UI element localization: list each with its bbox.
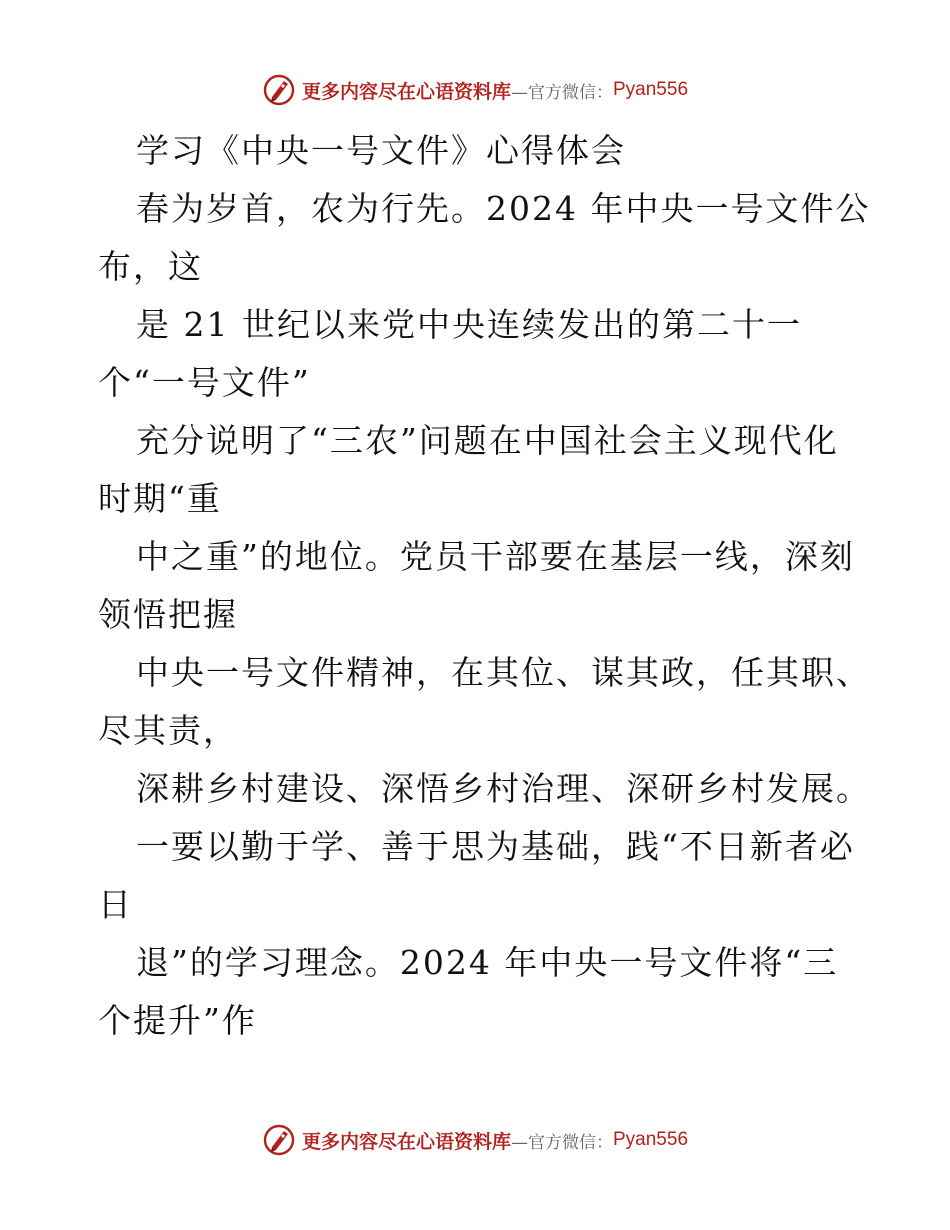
banner-main-text: 更多内容尽在心语资料库 [301,80,511,103]
pen-logo-icon [262,73,296,107]
banner-wechat-handle: Pyan556 [613,79,689,100]
banner-separator: —官方微信： [511,1132,613,1153]
text-line: 退”的学习理念。2024 年中央一号文件将“三 [136,943,839,982]
banner-separator: —官方微信： [511,82,613,103]
text-line: 深耕乡村建设、深悟乡村治理、深研乡村发展。 [136,769,871,808]
text-line: 个“一号文件” [98,363,311,402]
text-line: 春为岁首，农为行先。2024 年中央一号文件公 [136,189,871,228]
banner-wechat-handle: Pyan556 [613,1129,689,1150]
text-line: 中之重”的地位。党员干部要在基层一线，深刻 [136,537,855,576]
pen-logo-icon [262,1123,296,1157]
text-line: 个提升”作 [98,1001,257,1040]
text-line: 充分说明了“三农”问题在中国社会主义现代化 [136,421,839,460]
text-line: 一要以勤于学、善于思为基础，践“不日新者必 [136,827,855,866]
text-line: 是 21 世纪以来党中央连续发出的第二十一 [136,305,802,344]
banner-text [302,1127,688,1154]
text-line: 中央一号文件精神，在其位、谋其政，任其职、 [136,653,871,692]
document-body [98,122,871,1050]
text-line: 日 [98,885,133,924]
text-line: 时期“重 [98,479,222,518]
document-title: 学习《中央一号文件》心得体会 [136,131,626,170]
text-line: 尽其责， [98,711,238,750]
text-line: 领悟把握 [98,595,238,634]
footer-banner [0,1120,950,1160]
banner-main-text: 更多内容尽在心语资料库 [301,1130,511,1153]
header-banner [0,70,950,110]
banner-text [302,77,688,104]
text-line: 布，这 [98,247,203,286]
